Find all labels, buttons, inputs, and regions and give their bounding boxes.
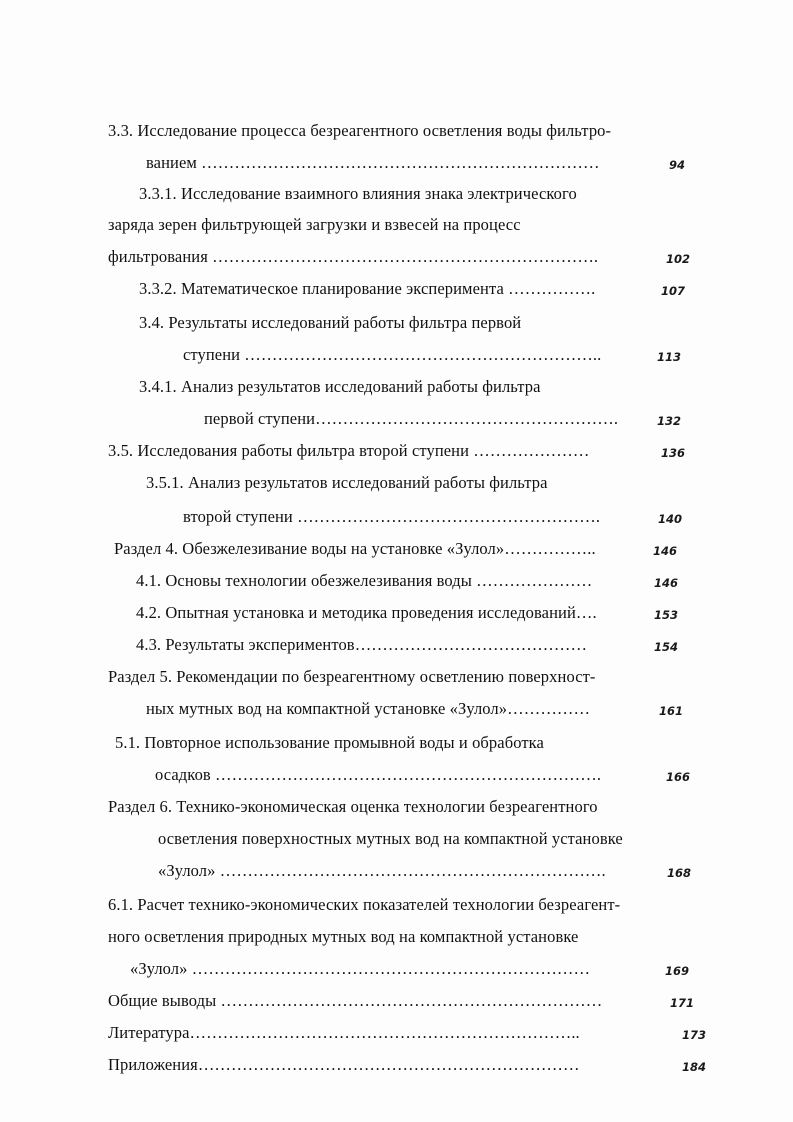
page-number: 94 <box>669 158 686 172</box>
toc-line-section-6-cont: осветления поверхностных мутных вод на компактной установке <box>158 829 623 848</box>
toc-line-section-5-cont: ных мутных вод на компактной установке «Зулол»…………… <box>146 699 591 718</box>
page-number: 107 <box>661 284 686 298</box>
page-number: 173 <box>682 1028 707 1042</box>
page-number: 140 <box>658 512 683 526</box>
toc-line-3-3-1-cont2: фильтрования ……………………………………………………………. <box>108 247 599 266</box>
page-number: 169 <box>665 964 690 978</box>
toc-line-4-3: 4.3. Результаты экспериментов…………………………………… <box>136 635 588 654</box>
toc-line-3-4: 3.4. Результаты исследований работы фильтра первой <box>139 313 522 332</box>
toc-line-3-4-1: 3.4.1. Анализ результатов исследований работы фильтра <box>139 377 541 396</box>
toc-line-5-1-cont: осадков ……………………………………………………………. <box>155 765 602 784</box>
page-number: 166 <box>666 770 691 784</box>
toc-line-section-6: Раздел 6. Технико-экономическая оценка технологии безреагентного <box>108 797 598 816</box>
page-number: 161 <box>659 704 684 718</box>
toc-line-section-5: Раздел 5. Рекомендации по безреагентному осветлению поверхност- <box>108 667 596 686</box>
page-number: 146 <box>654 576 679 590</box>
toc-line-6-1-cont: ного осветления природных мутных вод на компактной установке <box>108 927 579 946</box>
toc-line-3-3-2: 3.3.2. Математическое планирование эксперимента ……………. <box>139 279 596 298</box>
page-number: 153 <box>654 608 679 622</box>
page-number: 184 <box>682 1060 707 1074</box>
toc-line-section-6-cont2: «Зулол» ……………………………………………………………. <box>158 861 606 880</box>
page-number: 136 <box>661 446 686 460</box>
page-number: 154 <box>654 640 679 654</box>
page-number: 132 <box>657 414 682 428</box>
toc-line-5-1: 5.1. Повторное использование промывной воды и обработка <box>115 733 544 752</box>
toc-line-conclusions: Общие выводы …………………………………………………………… <box>108 991 603 1010</box>
toc-line-literature: Литература…………………………………………………………….. <box>108 1023 580 1042</box>
toc-line-3-5: 3.5. Исследования работы фильтра второй ступени ………………… <box>108 441 590 460</box>
toc-line-3-3-1: 3.3.1. Исследование взаимного влияния знака электрического <box>139 184 577 203</box>
toc-line-section-4: Раздел 4. Обезжелезивание воды на установке «Зулол»…………….. <box>114 539 596 558</box>
toc-line-3-3-1-cont: заряда зерен фильтрующей загрузки и взвесей на процесс <box>108 215 521 234</box>
toc-line-4-2: 4.2. Опытная установка и методика проведения исследований…. <box>136 603 597 622</box>
page-number: 146 <box>653 544 678 558</box>
toc-line-3-5-1-cont: второй ступени ………………………………………………. <box>183 507 601 526</box>
toc-line-3-4-cont: ступени ……………………………………………………….. <box>183 345 602 364</box>
toc-line-3-3-cont: ванием ……………………………………………………………… <box>146 153 600 172</box>
toc-line-6-1-cont2: «Зулол» ……………………………………………………………… <box>130 959 591 978</box>
toc-line-6-1: 6.1. Расчет технико-экономических показателей технологии безреагент- <box>108 895 621 914</box>
toc-line-3-3: 3.3. Исследование процесса безреагентного осветления воды фильтро- <box>108 121 612 140</box>
page-number: 113 <box>657 350 682 364</box>
page-number: 102 <box>666 252 691 266</box>
toc-line-4-1: 4.1. Основы технологии обезжелезивания воды ………………… <box>136 571 593 590</box>
toc-line-appendices: Приложения…………………………………………………………… <box>108 1055 580 1074</box>
page-number: 168 <box>667 866 692 880</box>
toc-line-3-4-1-cont: первой ступени………………………………………………. <box>204 409 619 428</box>
page-number: 171 <box>670 996 695 1010</box>
toc-line-3-5-1: 3.5.1. Анализ результатов исследований работы фильтра <box>146 473 548 492</box>
